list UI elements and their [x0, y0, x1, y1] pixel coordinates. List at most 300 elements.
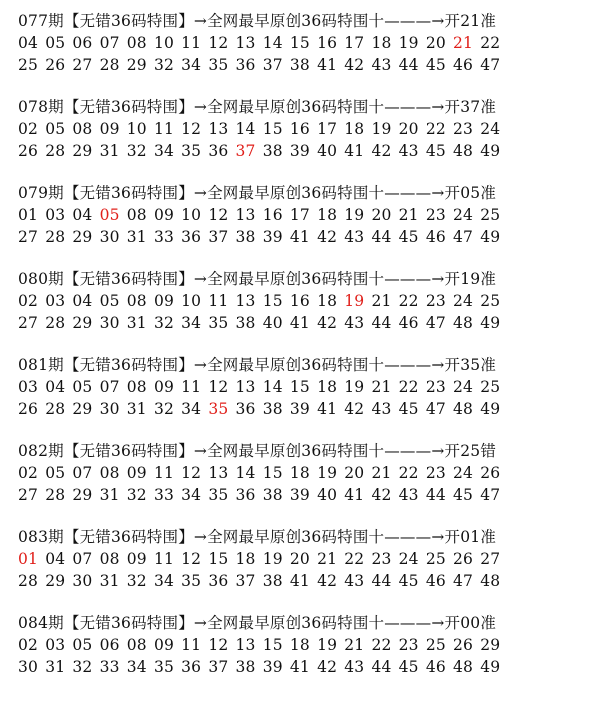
number-cell: 21	[371, 378, 392, 396]
number-row	[18, 54, 588, 76]
number-cell: 36	[181, 658, 202, 676]
winning-number-cell: 01	[18, 550, 39, 568]
number-cell: 09	[126, 550, 147, 568]
number-cell: 24	[453, 378, 474, 396]
number-cell: 09	[99, 120, 120, 138]
number-cell: 32	[153, 56, 175, 74]
number-cell: 39	[262, 658, 283, 676]
number-cell: 31	[99, 142, 120, 160]
number-cell: 11	[153, 120, 175, 138]
number-cell: 25	[480, 378, 501, 396]
number-cell: 30	[99, 228, 120, 246]
number-cell: 37	[235, 572, 256, 590]
number-cell: 27	[72, 56, 93, 74]
number-cell: 04	[45, 378, 66, 396]
number-cell: 19	[344, 206, 365, 224]
number-cell: 25	[480, 206, 501, 224]
number-cell: 35	[153, 658, 175, 676]
number-cell: 47	[480, 56, 501, 74]
number-cell: 15	[262, 120, 283, 138]
number-cell: 45	[425, 56, 446, 74]
number-cell: 49	[480, 658, 501, 676]
number-row	[18, 204, 588, 226]
number-cell: 35	[208, 314, 229, 332]
number-cell: 44	[371, 314, 392, 332]
number-cell: 31	[45, 658, 66, 676]
number-row	[18, 226, 588, 248]
number-cell: 35	[208, 486, 229, 504]
number-cell: 22	[371, 636, 392, 654]
number-cell: 43	[344, 658, 365, 676]
number-cell: 38	[262, 142, 283, 160]
number-cell: 41	[289, 228, 310, 246]
number-cell: 23	[425, 464, 446, 482]
number-cell: 31	[126, 400, 147, 418]
number-cell: 29	[480, 636, 501, 654]
period-block	[18, 182, 588, 248]
winning-number-cell: 35	[208, 400, 229, 418]
number-cell: 21	[371, 464, 392, 482]
number-cell: 29	[72, 314, 93, 332]
number-cell: 11	[181, 378, 202, 396]
number-cell: 20	[371, 206, 392, 224]
number-cell: 29	[126, 56, 147, 74]
number-cell: 27	[18, 486, 39, 504]
number-cell: 25	[18, 56, 39, 74]
number-cell: 43	[344, 314, 365, 332]
period-block	[18, 612, 588, 678]
number-cell: 43	[398, 142, 419, 160]
period-block	[18, 526, 588, 592]
number-cell: 38	[262, 400, 283, 418]
number-cell: 47	[425, 314, 446, 332]
number-cell: 18	[344, 120, 365, 138]
number-cell: 38	[289, 56, 310, 74]
number-cell: 47	[425, 400, 446, 418]
number-cell: 22	[425, 120, 446, 138]
number-cell: 15	[262, 636, 283, 654]
period-header: 080期【无错36码特围】→全网最早原创36码特围十———→开19准	[18, 270, 497, 288]
number-cell: 42	[344, 400, 365, 418]
number-cell: 05	[45, 120, 66, 138]
number-cell: 34	[181, 486, 202, 504]
number-cell: 29	[72, 400, 93, 418]
number-cell: 13	[208, 464, 229, 482]
number-row	[18, 376, 588, 398]
number-cell: 08	[126, 206, 147, 224]
number-row	[18, 484, 588, 506]
number-cell: 43	[398, 486, 419, 504]
number-cell: 09	[126, 464, 147, 482]
number-cell: 41	[344, 486, 365, 504]
number-cell: 49	[480, 228, 501, 246]
number-cell: 26	[18, 142, 39, 160]
number-cell: 28	[45, 486, 66, 504]
number-cell: 36	[208, 572, 229, 590]
number-row	[18, 398, 588, 420]
number-cell: 11	[208, 292, 229, 310]
number-cell: 09	[153, 206, 175, 224]
number-cell: 39	[289, 400, 310, 418]
number-cell: 07	[72, 464, 93, 482]
number-cell: 04	[18, 34, 39, 52]
number-cell: 13	[235, 206, 256, 224]
number-cell: 21	[398, 206, 419, 224]
number-row	[18, 32, 588, 54]
number-cell: 26	[18, 400, 39, 418]
number-cell: 24	[453, 206, 474, 224]
number-cell: 42	[371, 142, 392, 160]
number-cell: 18	[235, 550, 256, 568]
period-block	[18, 268, 588, 334]
number-cell: 12	[208, 636, 229, 654]
number-cell: 13	[235, 378, 256, 396]
number-cell: 29	[72, 142, 93, 160]
number-cell: 19	[317, 464, 338, 482]
number-cell: 46	[453, 56, 474, 74]
number-cell: 49	[480, 142, 501, 160]
number-cell: 08	[126, 378, 147, 396]
number-cell: 05	[99, 292, 120, 310]
number-cell: 39	[262, 228, 283, 246]
number-cell: 31	[126, 314, 147, 332]
period-header: 077期【无错36码特围】→全网最早原创36码特围十———→开21准	[18, 12, 497, 30]
number-row	[18, 462, 588, 484]
number-cell: 34	[181, 56, 202, 74]
number-cell: 43	[344, 572, 365, 590]
number-cell: 29	[72, 486, 93, 504]
number-cell: 23	[425, 378, 446, 396]
number-cell: 16	[289, 292, 310, 310]
number-cell: 01	[18, 206, 39, 224]
number-cell: 48	[453, 314, 474, 332]
number-cell: 13	[208, 120, 229, 138]
period-block	[18, 10, 588, 76]
number-cell: 26	[453, 550, 474, 568]
number-cell: 48	[453, 142, 474, 160]
period-block	[18, 96, 588, 162]
number-cell: 48	[453, 658, 474, 676]
period-header: 084期【无错36码特围】→全网最早原创36码特围十———→开00准	[18, 614, 497, 632]
number-cell: 27	[18, 314, 39, 332]
number-cell: 08	[72, 120, 93, 138]
number-cell: 07	[99, 378, 120, 396]
period-header: 081期【无错36码特围】→全网最早原创36码特围十———→开35准	[18, 356, 497, 374]
number-cell: 23	[425, 292, 446, 310]
number-cell: 48	[480, 572, 501, 590]
period-header: 082期【无错36码特围】→全网最早原创36码特围十———→开25错	[18, 442, 497, 460]
number-cell: 30	[18, 658, 39, 676]
number-cell: 03	[18, 378, 39, 396]
number-cell: 14	[262, 378, 283, 396]
number-cell: 24	[453, 292, 474, 310]
number-cell: 40	[317, 486, 338, 504]
number-cell: 15	[262, 292, 283, 310]
number-cell: 08	[126, 636, 147, 654]
number-cell: 25	[480, 292, 501, 310]
number-cell: 47	[480, 486, 501, 504]
number-cell: 07	[99, 34, 120, 52]
number-cell: 11	[153, 464, 175, 482]
number-cell: 15	[262, 464, 283, 482]
number-cell: 36	[235, 56, 256, 74]
number-cell: 37	[208, 228, 229, 246]
number-cell: 36	[235, 486, 256, 504]
number-cell: 40	[317, 142, 338, 160]
number-cell: 39	[289, 486, 310, 504]
number-cell: 14	[235, 464, 256, 482]
number-cell: 46	[425, 228, 446, 246]
period-block	[18, 354, 588, 420]
number-cell: 18	[317, 206, 338, 224]
number-cell: 39	[289, 142, 310, 160]
number-cell: 10	[181, 292, 202, 310]
winning-number-cell: 21	[453, 34, 474, 52]
period-header: 078期【无错36码特围】→全网最早原创36码特围十———→开37准	[18, 98, 497, 116]
number-cell: 32	[153, 314, 175, 332]
number-cell: 25	[425, 636, 446, 654]
winning-number-cell: 37	[235, 142, 256, 160]
number-cell: 38	[235, 314, 256, 332]
number-cell: 33	[153, 486, 175, 504]
number-cell: 32	[153, 400, 175, 418]
number-cell: 11	[181, 636, 202, 654]
number-cell: 42	[371, 486, 392, 504]
number-cell: 17	[344, 34, 365, 52]
number-cell: 45	[398, 572, 419, 590]
number-cell: 49	[480, 314, 501, 332]
number-cell: 08	[126, 34, 147, 52]
number-cell: 28	[45, 400, 66, 418]
number-cell: 05	[72, 378, 93, 396]
number-cell: 31	[99, 486, 120, 504]
number-cell: 22	[398, 464, 419, 482]
number-cell: 18	[371, 34, 392, 52]
number-cell: 26	[453, 636, 474, 654]
number-cell: 35	[181, 572, 202, 590]
number-row	[18, 548, 588, 570]
number-cell: 32	[126, 142, 147, 160]
number-cell: 12	[208, 378, 229, 396]
number-cell: 37	[208, 658, 229, 676]
number-cell: 18	[317, 292, 338, 310]
number-cell: 36	[235, 400, 256, 418]
number-cell: 19	[371, 120, 392, 138]
number-cell: 31	[99, 572, 120, 590]
number-cell: 42	[344, 56, 365, 74]
number-cell: 04	[45, 550, 66, 568]
number-row	[18, 118, 588, 140]
number-cell: 10	[181, 206, 202, 224]
number-cell: 34	[153, 142, 175, 160]
number-cell: 44	[425, 486, 446, 504]
number-cell: 41	[317, 56, 338, 74]
number-cell: 13	[235, 636, 256, 654]
number-cell: 05	[45, 34, 66, 52]
number-cell: 44	[371, 572, 392, 590]
winning-number-cell: 05	[99, 206, 120, 224]
number-cell: 43	[371, 56, 392, 74]
number-cell: 13	[235, 34, 256, 52]
number-cell: 18	[289, 464, 310, 482]
number-cell: 04	[72, 206, 93, 224]
number-cell: 45	[425, 142, 446, 160]
number-cell: 15	[208, 550, 229, 568]
number-cell: 02	[18, 636, 39, 654]
number-cell: 38	[262, 572, 283, 590]
number-cell: 42	[317, 658, 338, 676]
number-cell: 38	[262, 486, 283, 504]
number-cell: 12	[181, 550, 202, 568]
number-cell: 21	[371, 292, 392, 310]
number-cell: 37	[262, 56, 283, 74]
number-cell: 36	[208, 142, 229, 160]
number-cell: 30	[99, 400, 120, 418]
number-cell: 02	[18, 464, 39, 482]
number-row	[18, 570, 588, 592]
winning-number-cell: 19	[344, 292, 365, 310]
number-cell: 26	[45, 56, 66, 74]
number-cell: 28	[45, 228, 66, 246]
number-cell: 20	[425, 34, 446, 52]
number-cell: 41	[289, 658, 310, 676]
number-cell: 15	[289, 34, 310, 52]
number-cell: 29	[72, 228, 93, 246]
number-cell: 03	[45, 206, 66, 224]
number-cell: 17	[317, 120, 338, 138]
number-cell: 03	[45, 292, 66, 310]
number-cell: 32	[72, 658, 93, 676]
number-cell: 21	[344, 636, 365, 654]
number-cell: 30	[99, 314, 120, 332]
number-cell: 45	[398, 400, 419, 418]
period-header: 083期【无错36码特围】→全网最早原创36码特围十———→开01准	[18, 528, 497, 546]
number-cell: 17	[289, 206, 310, 224]
number-cell: 14	[262, 34, 283, 52]
number-cell: 28	[99, 56, 120, 74]
number-cell: 24	[453, 464, 474, 482]
number-cell: 06	[99, 636, 120, 654]
number-cell: 18	[317, 378, 338, 396]
number-cell: 12	[181, 120, 202, 138]
number-cell: 38	[235, 658, 256, 676]
number-row	[18, 290, 588, 312]
number-cell: 42	[317, 314, 338, 332]
number-cell: 34	[153, 572, 175, 590]
number-cell: 02	[18, 292, 39, 310]
number-cell: 32	[126, 572, 147, 590]
number-cell: 35	[181, 142, 202, 160]
number-cell: 24	[480, 120, 501, 138]
number-cell: 06	[72, 34, 93, 52]
number-cell: 27	[18, 228, 39, 246]
number-row	[18, 634, 588, 656]
number-cell: 05	[72, 636, 93, 654]
number-row	[18, 656, 588, 678]
number-cell: 34	[126, 658, 147, 676]
number-cell: 20	[289, 550, 310, 568]
number-cell: 46	[425, 572, 446, 590]
number-cell: 23	[371, 550, 392, 568]
number-cell: 41	[317, 400, 338, 418]
number-cell: 19	[398, 34, 419, 52]
number-cell: 05	[45, 464, 66, 482]
number-cell: 16	[262, 206, 283, 224]
number-cell: 11	[153, 550, 175, 568]
number-cell: 44	[371, 658, 392, 676]
number-cell: 20	[344, 464, 365, 482]
number-cell: 46	[425, 658, 446, 676]
number-cell: 08	[99, 464, 120, 482]
number-cell: 14	[235, 120, 256, 138]
number-row	[18, 312, 588, 334]
number-cell: 12	[208, 34, 229, 52]
number-cell: 47	[453, 228, 474, 246]
number-cell: 38	[235, 228, 256, 246]
number-cell: 23	[453, 120, 474, 138]
number-cell: 22	[398, 378, 419, 396]
number-cell: 22	[480, 34, 501, 52]
number-cell: 28	[45, 314, 66, 332]
number-cell: 10	[126, 120, 147, 138]
number-cell: 43	[344, 228, 365, 246]
number-cell: 16	[317, 34, 338, 52]
number-cell: 32	[126, 486, 147, 504]
number-cell: 40	[262, 314, 283, 332]
number-cell: 21	[317, 550, 338, 568]
number-cell: 47	[453, 572, 474, 590]
number-cell: 19	[317, 636, 338, 654]
number-cell: 44	[371, 228, 392, 246]
number-cell: 46	[398, 314, 419, 332]
number-cell: 08	[99, 550, 120, 568]
number-cell: 48	[453, 400, 474, 418]
number-cell: 27	[480, 550, 501, 568]
period-block	[18, 440, 588, 506]
number-cell: 45	[398, 658, 419, 676]
number-cell: 44	[398, 56, 419, 74]
number-cell: 15	[289, 378, 310, 396]
number-cell: 23	[425, 206, 446, 224]
number-cell: 49	[480, 400, 501, 418]
number-cell: 22	[344, 550, 365, 568]
number-cell: 19	[262, 550, 283, 568]
number-cell: 02	[18, 120, 39, 138]
number-cell: 22	[398, 292, 419, 310]
number-cell: 41	[289, 314, 310, 332]
number-cell: 08	[126, 292, 147, 310]
number-cell: 23	[398, 636, 419, 654]
number-cell: 07	[72, 550, 93, 568]
number-cell: 09	[153, 378, 175, 396]
number-cell: 45	[398, 228, 419, 246]
number-cell: 42	[317, 572, 338, 590]
number-cell: 09	[153, 292, 175, 310]
number-cell: 19	[344, 378, 365, 396]
number-cell: 45	[453, 486, 474, 504]
number-cell: 29	[45, 572, 66, 590]
number-cell: 03	[45, 636, 66, 654]
period-header: 079期【无错36码特围】→全网最早原创36码特围十———→开05准	[18, 184, 497, 202]
number-cell: 24	[398, 550, 419, 568]
number-cell: 34	[181, 400, 202, 418]
number-cell: 28	[18, 572, 39, 590]
number-cell: 33	[99, 658, 120, 676]
number-cell: 16	[289, 120, 310, 138]
number-cell: 41	[289, 572, 310, 590]
number-cell: 04	[72, 292, 93, 310]
number-cell: 33	[153, 228, 175, 246]
